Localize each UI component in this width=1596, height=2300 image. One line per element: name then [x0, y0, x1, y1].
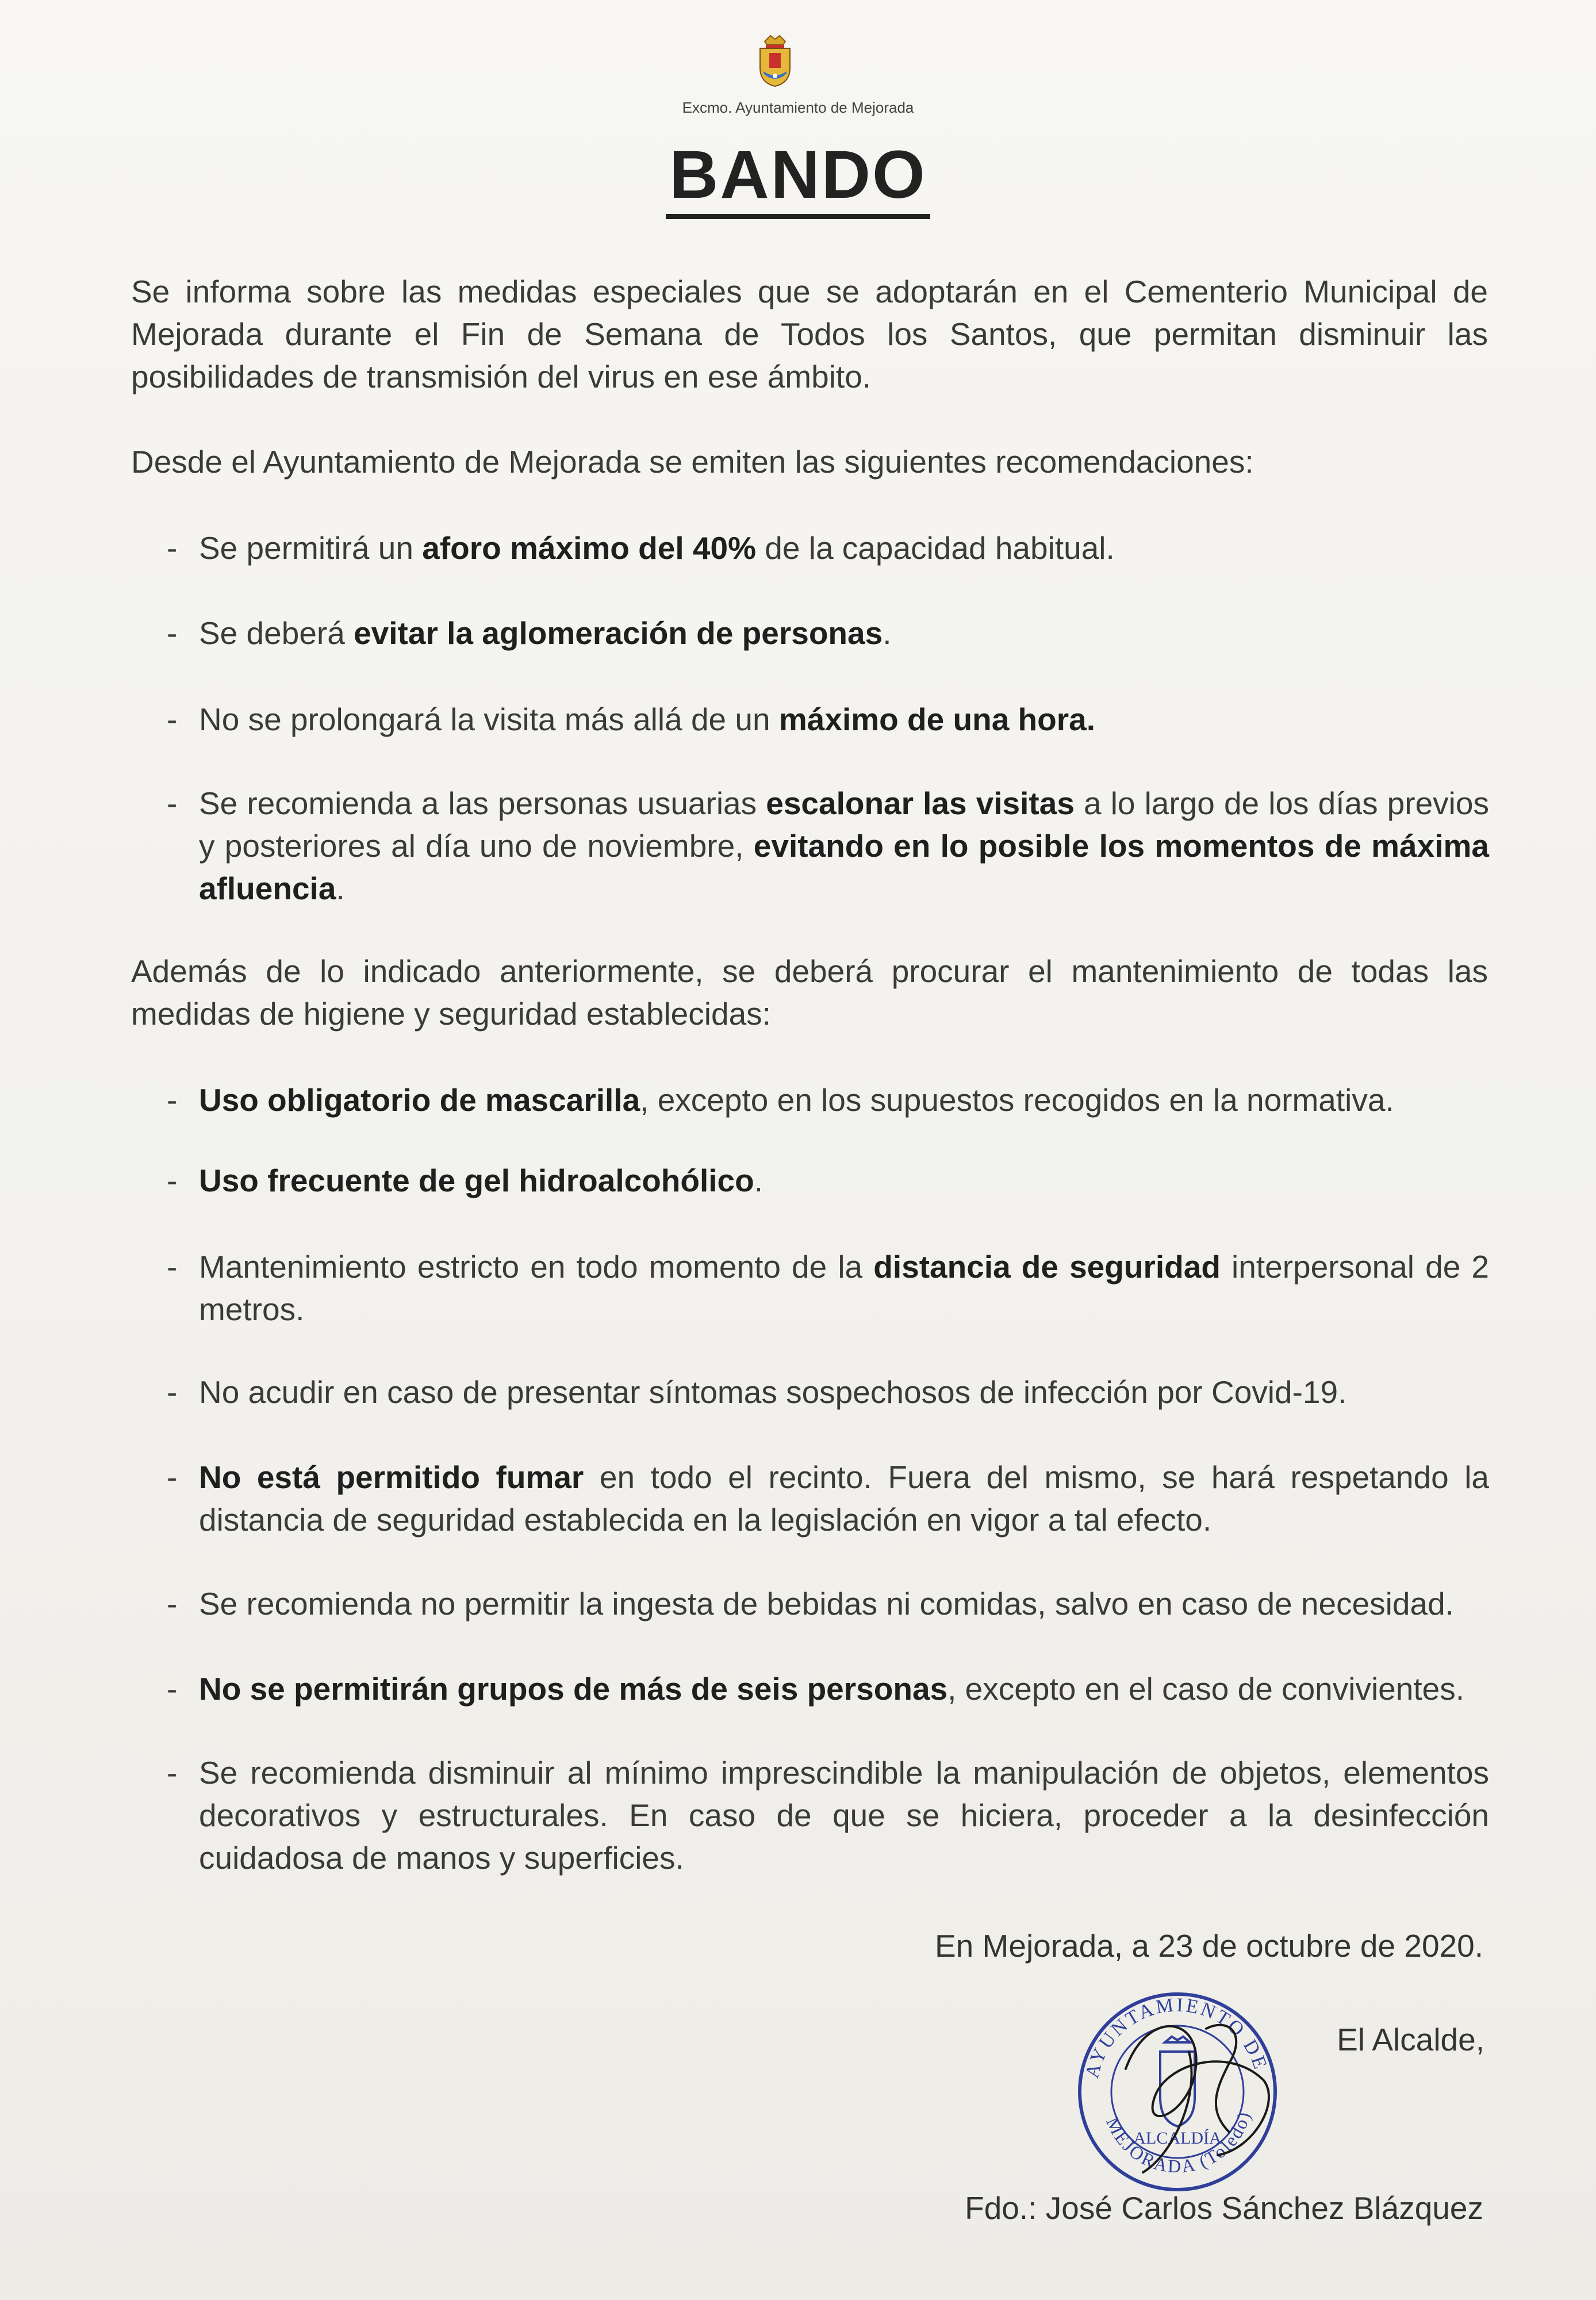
list-item: - Se recomienda a las personas usuarias escalonar las visitas a lo largo de los días previos y posteriores al día uno de noviembre, evitando en lo posible los momentos de máxima afluencia.	[167, 785, 1489, 906]
list-item: - Uso obligatorio de mascarilla, excepto en los supuestos recogidos en la normativa.	[167, 1082, 1394, 1118]
svg-text:AYUNTAMIENTO DE: AYUNTAMIENTO DE	[1081, 1994, 1272, 2080]
hygiene-lead: Además de lo indicado anteriormente, se deberá procurar el mantenimiento de todas las medidas de higiene y seguridad establecidas:	[131, 953, 1488, 1032]
list-item: - Uso frecuente de gel hidroalcohólico.	[167, 1163, 764, 1198]
intro-paragraph: Se informa sobre las medidas especiales que se adoptarán en el Cementerio Municipal de Mejorada durante el Fin de Semana de Todos los Santos, que permitan disminuir las posibilidades de transmisión del virus en ese ámbito.	[131, 274, 1488, 394]
coat-of-arms-icon	[754, 33, 796, 89]
list-item: - No se prolongará la visita más allá de un máximo de una hora.	[167, 702, 1096, 737]
official-stamp-icon	[1057, 1983, 1298, 2201]
svg-text:ALCALDÍA: ALCALDÍA	[1133, 2129, 1222, 2148]
list-item: - Se recomienda disminuir al mínimo imprescindible la manipulación de objetos, elementos decorativos y estructurales. En caso de que se hiciera, proceder a la desinfección cuidadosa de manos y superficies.	[167, 1755, 1489, 1876]
svg-text:MEJORADA (Toledo): MEJORADA (Toledo)	[1102, 2108, 1255, 2177]
list-item: - No se permitirán grupos de más de seis personas, excepto en el caso de convivientes.	[167, 1671, 1465, 1707]
list-item: - No está permitido fumar en todo el recinto. Fuera del mismo, se hará respetando la distancia de seguridad establecida en la legislación en vigor a tal efecto.	[167, 1459, 1489, 1538]
list-item: - Se deberá evitar la aglomeración de personas.	[167, 615, 892, 651]
signatory-name: Fdo.: José Carlos Sánchez Blázquez	[965, 2190, 1483, 2226]
page-title: BANDO	[0, 136, 1596, 214]
list-item: - Se permitirá un aforo máximo del 40% de la capacidad habitual.	[167, 530, 1115, 566]
list-item: - Mantenimiento estricto en todo momento de la distancia de seguridad interpersonal de 2 metros.	[167, 1249, 1489, 1327]
list-item: - No acudir en caso de presentar síntomas sospechosos de infección por Covid-19.	[167, 1374, 1347, 1410]
signatory-role: El Alcalde,	[1337, 2022, 1484, 2057]
document-date: En Mejorada, a 23 de octubre de 2020.	[934, 1928, 1483, 1964]
list-item: - Se recomienda no permitir la ingesta de bebidas ni comidas, salvo en caso de necesidad.	[167, 1586, 1454, 1621]
institution-name: Excmo. Ayuntamiento de Mejorada	[682, 99, 914, 116]
recommendations-lead: Desde el Ayuntamiento de Mejorada se emiten las siguientes recomendaciones:	[131, 444, 1254, 480]
